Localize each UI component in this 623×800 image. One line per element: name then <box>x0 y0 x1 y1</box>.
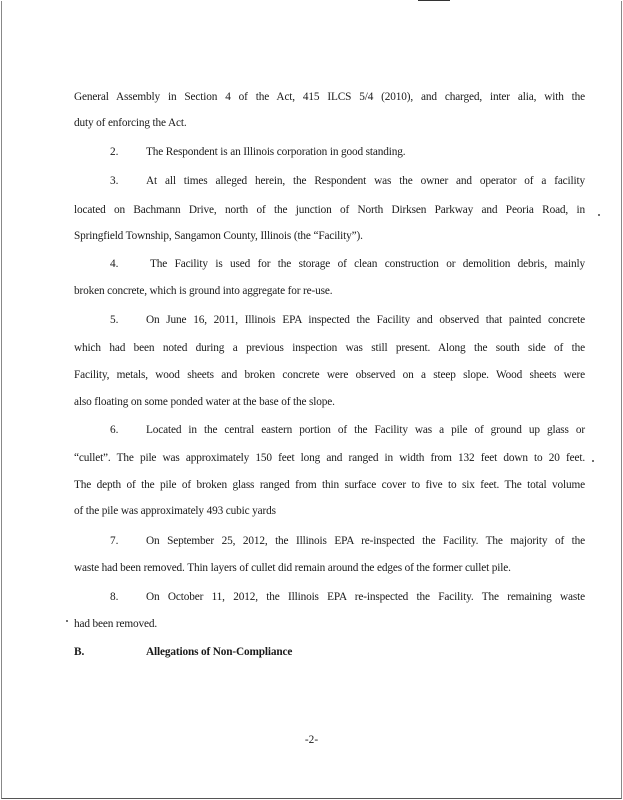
paragraph-4-line-2: broken concrete, which is ground into aggregate for re-use. <box>74 285 333 297</box>
paragraph-8-number: 8. <box>110 591 119 603</box>
paragraph-2-text: The Respondent is an Illinois corporation in good standing. <box>146 146 406 158</box>
paragraph-5-number: 5. <box>110 314 119 326</box>
paragraph-6-line-4: of the pile was approximately 493 cubic yards <box>74 505 276 517</box>
paragraph-3-line-1: At all times alleged herein, the Respondent was the owner and operator of a facility <box>146 175 585 187</box>
paragraph-6-line-2: “cullet”. The pile was approximately 150 feet long and ranged in width from 132 feet down to 20 feet. <box>74 452 585 464</box>
paragraph-2-number: 2. <box>110 146 119 158</box>
paragraph-8-line-2: had been removed. <box>74 618 158 630</box>
paragraph-5-line-3: Facility, metals, wood sheets and broken concrete were observed on a steep slope. Wood sheets were <box>74 369 585 381</box>
page-number: -2- <box>304 734 319 746</box>
intro-text: General Assembly in Section 4 of the Act, 415 ILCS 5/4 (2010), and charged, inter alia, with the <box>74 91 585 103</box>
paragraph-4-line-1: The Facility is used for the storage of clean construction or demolition debris, mainly <box>150 258 585 270</box>
intro-line-1 <box>74 90 585 104</box>
paragraph-5-line-2: which had been noted during a previous inspection was still present. Along the south side of the <box>74 342 585 354</box>
section-letter: B. <box>74 646 85 658</box>
paragraph-7-line-2: waste had been removed. Thin layers of cullet did remain around the edges of the former cullet pile. <box>74 562 511 574</box>
paragraph-6-number: 6. <box>110 424 119 436</box>
paragraph-3-line-3: Springfield Township, Sangamon County, Illinois (the “Facility”). <box>74 230 363 242</box>
section-title: Allegations of Non-Compliance <box>146 646 293 658</box>
scan-artifact <box>418 0 450 1</box>
scan-speck <box>598 214 600 216</box>
paragraph-7-number: 7. <box>110 535 119 547</box>
paragraph-7-line-1: On September 25, 2012, the Illinois EPA re-inspected the Facility. The majority of the <box>146 535 585 547</box>
paragraph-4-number: 4. <box>110 258 119 270</box>
intro-line-2: duty of enforcing the Act. <box>74 117 187 129</box>
paragraph-8-line-1: On October 11, 2012, the Illinois EPA re-inspected the Facility. The remaining waste <box>146 591 585 603</box>
paragraph-5-line-1: On June 16, 2011, Illinois EPA inspected the Facility and observed that painted concrete <box>146 314 585 326</box>
paragraph-3-line-2: located on Bachmann Drive, north of the junction of North Dirksen Parkway and Peoria Road, in <box>74 204 585 216</box>
scan-speck <box>592 460 594 462</box>
paragraph-3-number: 3. <box>110 175 119 187</box>
scan-speck <box>66 620 68 622</box>
paragraph-5-line-4: also floating on some ponded water at the base of the slope. <box>74 396 335 408</box>
paragraph-6-line-3: The depth of the pile of broken glass ranged from thin surface cover to five to six feet. The total volume <box>74 479 585 491</box>
paragraph-6-line-1: Located in the central eastern portion of the Facility was a pile of ground up glass or <box>146 424 585 436</box>
